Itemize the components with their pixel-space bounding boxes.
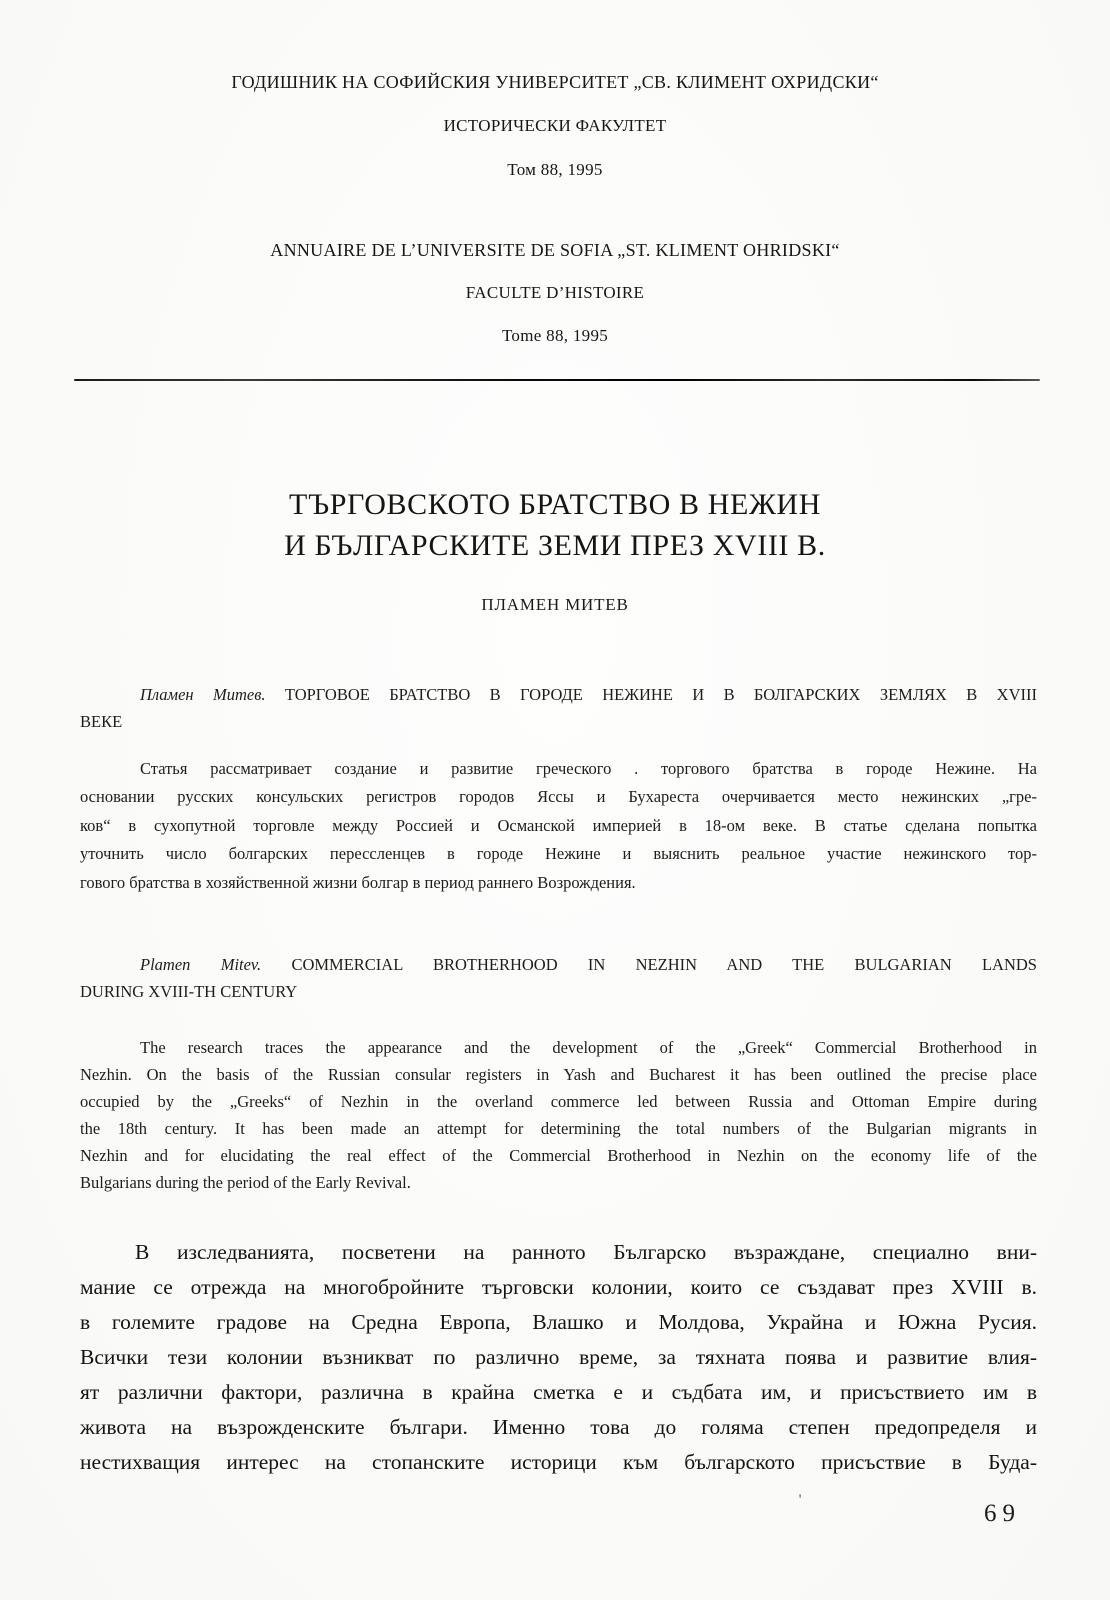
abstract-english-heading-line2: DURING XVIII-TH CENTURY <box>80 982 298 1001</box>
text-line: Nezhin. On the basis of the Russian consular registers in Yash and Bucharest it has been outlined the precise place <box>80 1065 1037 1084</box>
journal-title-french: ANNUAIRE DE L’UNIVERSITE DE SOFIA „ST. KLIMENT OHRIDSKI“ <box>270 240 840 260</box>
text-line: мание се отрежда на многобройните търговски колонии, които се създават през XVIII в. <box>80 1275 1037 1299</box>
abstract-russian-author-italic: Пламен Митев. <box>140 685 266 704</box>
journal-title-bulgarian: ГОДИШНИК НА СОФИЙСКИЯ УНИВЕРСИТЕТ „СВ. КЛИМЕНТ ОХРИДСКИ“ <box>231 72 879 92</box>
abstract-english-heading-line1 <box>80 951 1037 978</box>
article-author: ПЛАМЕН МИТЕВ <box>481 595 629 614</box>
abstract-russian-heading-text: ТОРГОВОЕ БРАТСТВО В ГОРОДЕ НЕЖИНЕ И В БОЛГАРСКИХ ЗЕМЛЯХ В XVIII <box>265 685 1037 704</box>
text-line: Nezhin and for elucidating the real effect of the Commercial Brotherhood in Nezhin on the economy life of the <box>80 1146 1037 1165</box>
abstract-russian-heading-line2: ВЕКЕ <box>80 712 123 731</box>
text-line: the 18th century. It has been made an attempt for determining the total numbers of the Bulgarian migrants in <box>80 1119 1037 1138</box>
page-number: 69 <box>984 1500 1021 1527</box>
text-line: occupied by the „Greeks“ of Nezhin in the overland commerce led between Russia and Ottoman Empire during <box>80 1092 1037 1111</box>
scan-artifact-mark: ꞌ <box>799 1491 802 1505</box>
text-line: ков“ в сухопутной торговле между Россией и Османской империей в 18-ом веке. В статье сделана попытка <box>80 815 1037 835</box>
abstract-russian-body <box>80 755 1037 897</box>
text-line: уточнить число болгарских перессленцев в городе Нежине и выяснить реальное участие нежинского тор- <box>80 844 1037 864</box>
text-line: В изследванията, посветени на ранното Българско възраждане, специално вни- <box>135 1240 1037 1264</box>
abstract-english-body <box>80 1034 1037 1196</box>
text-line: нестихващия интерес на стопанските историци към българското присъствие в Буда- <box>80 1450 1037 1474</box>
text-line: Всички тези колонии възникват по различно време, за тяхната поява и развитие влия- <box>80 1345 1037 1369</box>
article-title <box>0 484 1110 566</box>
abstract-english-heading <box>80 951 1037 1005</box>
abstract-russian-heading-line1 <box>80 681 1037 708</box>
article-title-line2: И БЪЛГАРСКИТЕ ЗЕМИ ПРЕЗ XVIII В. <box>284 529 826 562</box>
text-line: Статья рассматривает создание и развитие греческого . торгового братства в городе Нежине. На <box>140 759 1037 778</box>
abstract-english-heading-text: COMMERCIAL BROTHERHOOD IN NEZHIN AND THE BULGARIAN LANDS <box>261 955 1037 974</box>
text-line: живота на възрожденските българи. Именно това до голяма степен предопределя и <box>80 1415 1037 1439</box>
abstract-russian-heading <box>80 681 1037 735</box>
masthead-divider-rule <box>74 379 1040 381</box>
article-title-line1: ТЪРГОВСКОТО БРАТСТВО В НЕЖИН <box>289 488 821 521</box>
body-paragraph <box>80 1235 1037 1480</box>
faculty-name-french: FACULTE D’HISTOIRE <box>465 283 645 302</box>
text-line: Bulgarians during the period of the Early Revival. <box>80 1173 411 1192</box>
text-line: в големите градове на Средна Европа, Влашко и Молдова, Украйна и Южна Русия. <box>80 1310 1037 1334</box>
abstract-english-author-italic: Plamen Mitev. <box>140 955 262 974</box>
volume-year-bulgarian: Том 88, 1995 <box>507 160 603 179</box>
text-line: The research traces the appearance and the development of the „Greek“ Commercial Brotherhood in <box>140 1038 1037 1057</box>
text-line: ят различни фактори, различна в крайна сметка е и съдбата им, и присъствието им в <box>80 1380 1037 1404</box>
text-line: основании русских консульских регистров городов Яссы и Бухареста очерчивается место нежинских „гре- <box>80 787 1037 807</box>
text-line: гового братства в хозяйственной жизни болгар в период раннего Возрождения. <box>80 872 636 892</box>
faculty-name-bulgarian: ИСТОРИЧЕСКИ ФАКУЛТЕТ <box>443 116 667 135</box>
volume-year-french: Tome 88, 1995 <box>501 326 609 345</box>
